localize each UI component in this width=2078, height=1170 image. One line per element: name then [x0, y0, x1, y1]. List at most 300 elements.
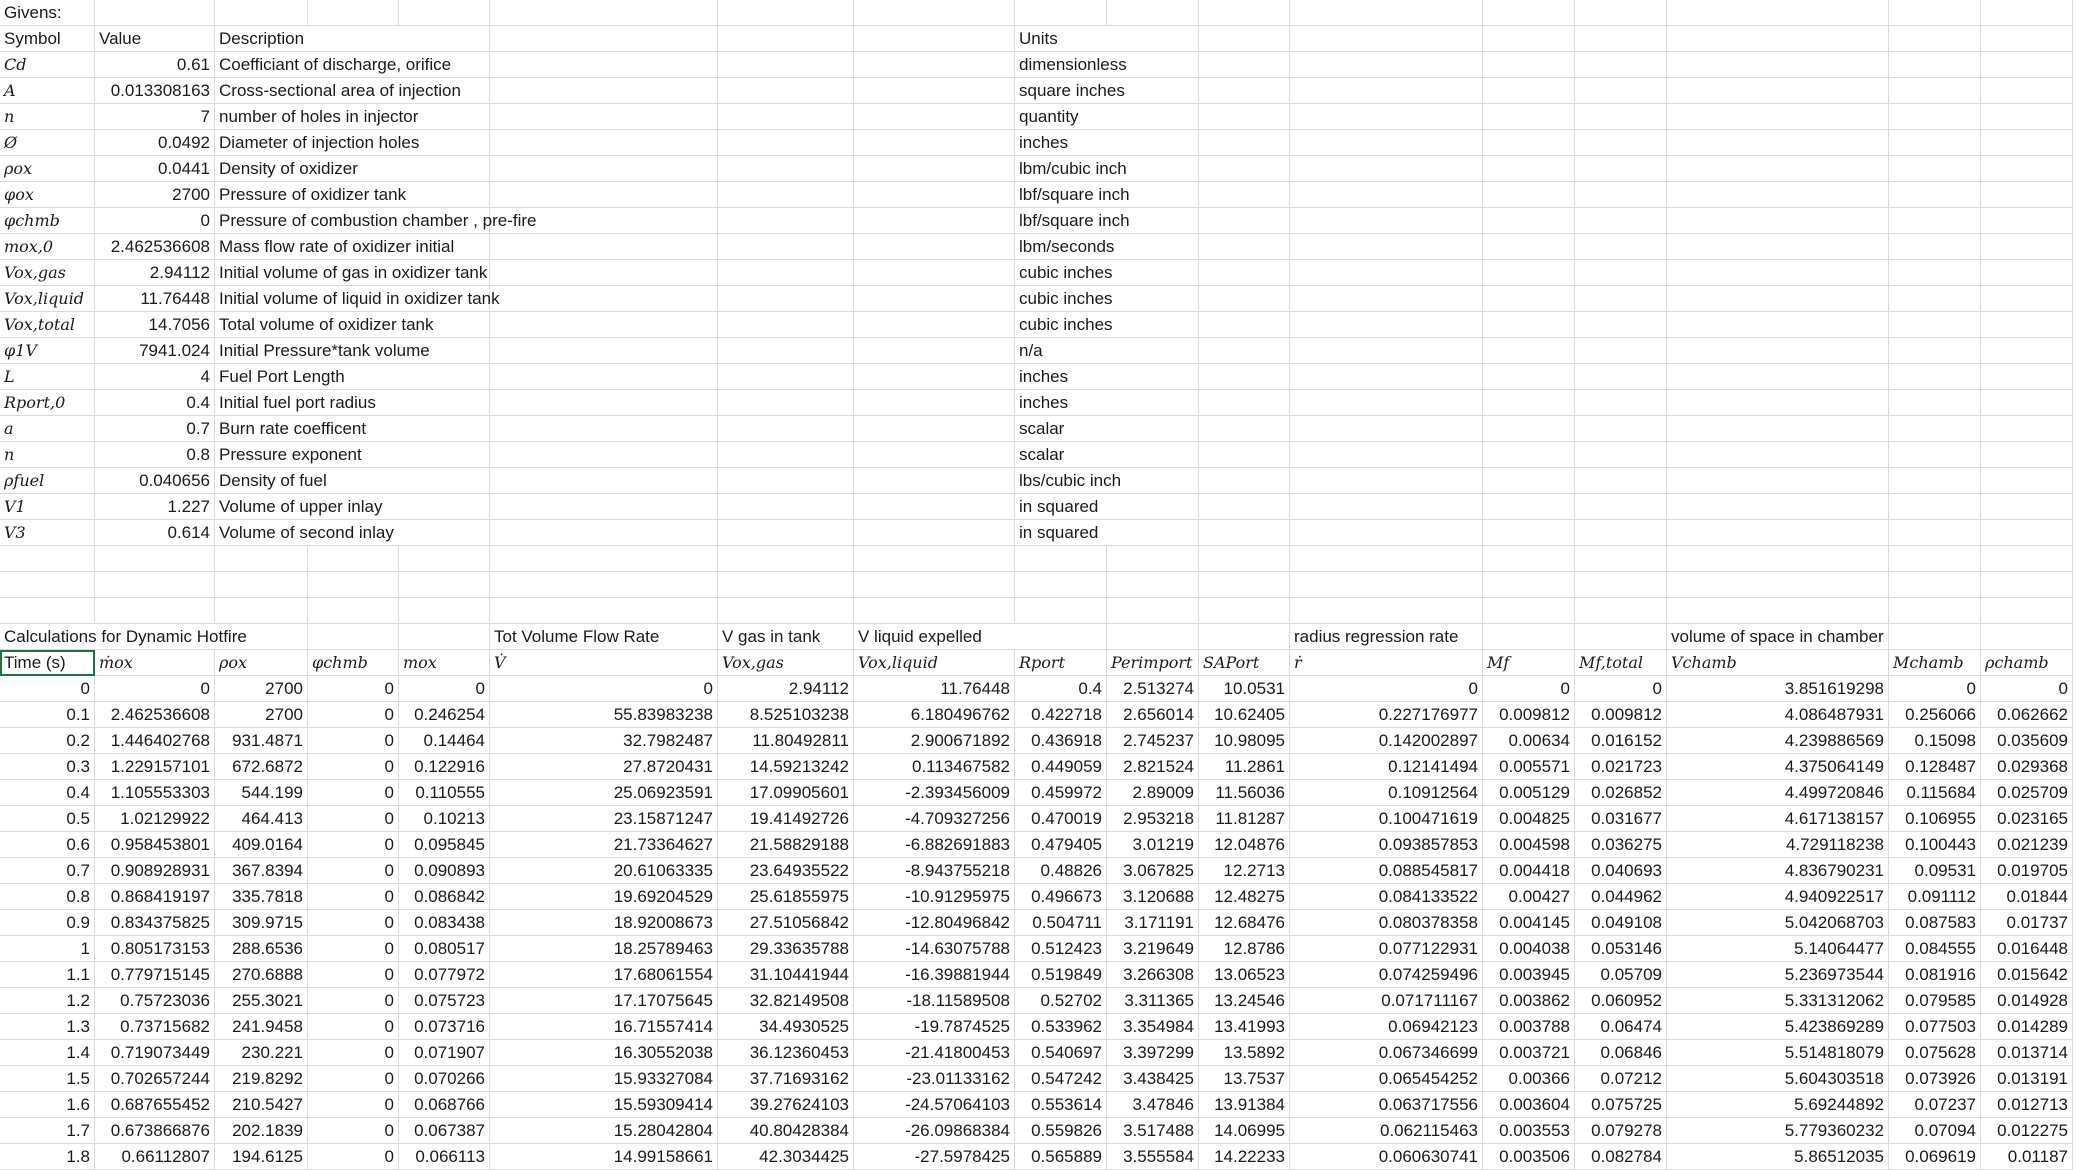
given-units[interactable]: scalar: [1015, 416, 1199, 442]
data-cell[interactable]: 34.4930525: [718, 1014, 854, 1040]
empty-cell[interactable]: [1199, 182, 1290, 208]
empty-cell[interactable]: [1483, 416, 1575, 442]
data-cell[interactable]: 3.171191: [1107, 910, 1199, 936]
empty-cell[interactable]: [1483, 78, 1575, 104]
empty-cell[interactable]: [1575, 494, 1667, 520]
data-cell[interactable]: 13.24546: [1199, 988, 1290, 1014]
given-description[interactable]: Initial fuel port radius: [215, 390, 490, 416]
data-cell[interactable]: 1.4: [0, 1040, 95, 1066]
data-cell[interactable]: 0.470019: [1015, 806, 1107, 832]
empty-cell[interactable]: [1290, 208, 1483, 234]
data-cell[interactable]: 0.060952: [1575, 988, 1667, 1014]
empty-cell[interactable]: [854, 182, 1015, 208]
data-cell[interactable]: 0.5: [0, 806, 95, 832]
data-cell[interactable]: 55.83983238: [490, 702, 718, 728]
given-description[interactable]: Density of fuel: [215, 468, 490, 494]
data-cell[interactable]: 0.00634: [1483, 728, 1575, 754]
given-symbol[interactable]: φ1V: [0, 338, 95, 364]
data-cell[interactable]: 0: [1889, 676, 1981, 702]
data-cell[interactable]: 0.012275: [1981, 1118, 2073, 1144]
data-cell[interactable]: 0.122916: [399, 754, 490, 780]
data-cell[interactable]: 0.021239: [1981, 832, 2073, 858]
data-cell[interactable]: 0.7: [0, 858, 95, 884]
empty-cell[interactable]: [95, 572, 215, 598]
data-cell[interactable]: 0.07212: [1575, 1066, 1667, 1092]
empty-cell[interactable]: [1107, 598, 1199, 624]
data-cell[interactable]: 1.02129922: [95, 806, 215, 832]
empty-cell[interactable]: [1290, 416, 1483, 442]
empty-cell[interactable]: [1290, 390, 1483, 416]
data-cell[interactable]: 12.8786: [1199, 936, 1290, 962]
empty-cell[interactable]: [490, 312, 718, 338]
empty-cell[interactable]: [1981, 26, 2073, 52]
empty-cell[interactable]: [1667, 312, 1889, 338]
data-cell[interactable]: 0.005571: [1483, 754, 1575, 780]
given-description[interactable]: Initial Pressure*tank volume: [215, 338, 490, 364]
empty-cell[interactable]: [1483, 208, 1575, 234]
empty-cell[interactable]: [95, 598, 215, 624]
data-cell[interactable]: 672.6872: [215, 754, 308, 780]
empty-cell[interactable]: [1199, 260, 1290, 286]
empty-cell[interactable]: [1483, 468, 1575, 494]
empty-cell[interactable]: [1889, 312, 1981, 338]
given-symbol[interactable]: Cd: [0, 52, 95, 78]
data-cell[interactable]: 0.073926: [1889, 1066, 1981, 1092]
data-cell[interactable]: 0.142002897: [1290, 728, 1483, 754]
data-cell[interactable]: 23.64935522: [718, 858, 854, 884]
data-cell[interactable]: 931.4871: [215, 728, 308, 754]
empty-cell[interactable]: [1889, 78, 1981, 104]
data-cell[interactable]: -23.01133162: [854, 1066, 1015, 1092]
data-cell[interactable]: 0.067387: [399, 1118, 490, 1144]
empty-cell[interactable]: [718, 416, 854, 442]
data-cell[interactable]: -27.5978425: [854, 1144, 1015, 1170]
empty-cell[interactable]: [1575, 390, 1667, 416]
data-cell[interactable]: 0: [308, 910, 399, 936]
data-cell[interactable]: 11.2861: [1199, 754, 1290, 780]
empty-cell[interactable]: [215, 0, 308, 26]
data-cell[interactable]: 0.075723: [399, 988, 490, 1014]
empty-cell[interactable]: [490, 520, 718, 546]
empty-cell[interactable]: [1290, 26, 1483, 52]
data-cell[interactable]: 0.086842: [399, 884, 490, 910]
empty-cell[interactable]: [1483, 26, 1575, 52]
empty-cell[interactable]: [1483, 234, 1575, 260]
empty-cell[interactable]: [1199, 312, 1290, 338]
data-cell[interactable]: 0.004038: [1483, 936, 1575, 962]
empty-cell[interactable]: [854, 156, 1015, 182]
empty-cell[interactable]: [1290, 338, 1483, 364]
data-cell[interactable]: 0: [399, 676, 490, 702]
empty-cell[interactable]: [490, 338, 718, 364]
column-header[interactable]: Mf,total: [1575, 650, 1667, 676]
empty-cell[interactable]: [1667, 416, 1889, 442]
data-cell[interactable]: 0.2: [0, 728, 95, 754]
empty-cell[interactable]: [1483, 546, 1575, 572]
empty-cell[interactable]: [215, 572, 308, 598]
empty-cell[interactable]: [1667, 338, 1889, 364]
data-cell[interactable]: 14.22233: [1199, 1144, 1290, 1170]
empty-cell[interactable]: [1667, 390, 1889, 416]
empty-cell[interactable]: [1199, 390, 1290, 416]
data-cell[interactable]: 3.120688: [1107, 884, 1199, 910]
empty-cell[interactable]: [718, 182, 854, 208]
empty-cell[interactable]: [1015, 0, 1107, 26]
data-cell[interactable]: 0.246254: [399, 702, 490, 728]
data-cell[interactable]: 3.266308: [1107, 962, 1199, 988]
data-cell[interactable]: 0.075725: [1575, 1092, 1667, 1118]
data-cell[interactable]: 2.900671892: [854, 728, 1015, 754]
data-cell[interactable]: 1.1: [0, 962, 95, 988]
data-cell[interactable]: 0.013714: [1981, 1040, 2073, 1066]
data-cell[interactable]: 0.016152: [1575, 728, 1667, 754]
data-cell[interactable]: 0.06846: [1575, 1040, 1667, 1066]
data-cell[interactable]: 2700: [215, 676, 308, 702]
calc-title[interactable]: Calculations for Dynamic Hotfire: [0, 624, 308, 650]
data-cell[interactable]: 0.540697: [1015, 1040, 1107, 1066]
data-cell[interactable]: 32.82149508: [718, 988, 854, 1014]
given-units[interactable]: square inches: [1015, 78, 1199, 104]
data-cell[interactable]: 0.958453801: [95, 832, 215, 858]
data-cell[interactable]: 409.0164: [215, 832, 308, 858]
data-cell[interactable]: 0: [308, 676, 399, 702]
data-cell[interactable]: 40.80428384: [718, 1118, 854, 1144]
data-cell[interactable]: 0: [308, 988, 399, 1014]
empty-cell[interactable]: [1889, 208, 1981, 234]
empty-cell[interactable]: [718, 0, 854, 26]
data-cell[interactable]: 4.086487931: [1667, 702, 1889, 728]
data-cell[interactable]: 0.3: [0, 754, 95, 780]
given-symbol[interactable]: A: [0, 78, 95, 104]
empty-cell[interactable]: [490, 286, 718, 312]
empty-cell[interactable]: [1290, 312, 1483, 338]
data-cell[interactable]: 5.86512035: [1667, 1144, 1889, 1170]
data-cell[interactable]: 23.15871247: [490, 806, 718, 832]
empty-cell[interactable]: [854, 390, 1015, 416]
data-cell[interactable]: 10.62405: [1199, 702, 1290, 728]
given-value[interactable]: 1.227: [95, 494, 215, 520]
data-cell[interactable]: 0.12141494: [1290, 754, 1483, 780]
empty-cell[interactable]: [0, 546, 95, 572]
data-cell[interactable]: 0.00366: [1483, 1066, 1575, 1092]
empty-cell[interactable]: [854, 234, 1015, 260]
data-cell[interactable]: 335.7818: [215, 884, 308, 910]
given-description[interactable]: number of holes in injector: [215, 104, 490, 130]
empty-cell[interactable]: [1483, 520, 1575, 546]
empty-cell[interactable]: [1575, 52, 1667, 78]
data-cell[interactable]: 0.553614: [1015, 1092, 1107, 1118]
data-cell[interactable]: -18.11589508: [854, 988, 1015, 1014]
empty-cell[interactable]: [1889, 0, 1981, 26]
data-cell[interactable]: 21.73364627: [490, 832, 718, 858]
given-units[interactable]: inches: [1015, 130, 1199, 156]
empty-cell[interactable]: [1575, 624, 1667, 650]
empty-cell[interactable]: [1483, 572, 1575, 598]
data-cell[interactable]: 0.067346699: [1290, 1040, 1483, 1066]
data-cell[interactable]: 3.47846: [1107, 1092, 1199, 1118]
data-cell[interactable]: -10.91295975: [854, 884, 1015, 910]
data-cell[interactable]: 19.69204529: [490, 884, 718, 910]
data-cell[interactable]: 0: [308, 702, 399, 728]
data-cell[interactable]: 0.779715145: [95, 962, 215, 988]
data-cell[interactable]: 0.040693: [1575, 858, 1667, 884]
data-cell[interactable]: 0.063717556: [1290, 1092, 1483, 1118]
data-cell[interactable]: 0.071907: [399, 1040, 490, 1066]
data-cell[interactable]: 16.30552038: [490, 1040, 718, 1066]
empty-cell[interactable]: [399, 572, 490, 598]
data-cell[interactable]: 0.06942123: [1290, 1014, 1483, 1040]
empty-cell[interactable]: [1290, 182, 1483, 208]
data-cell[interactable]: 2.94112: [718, 676, 854, 702]
data-cell[interactable]: 20.61063335: [490, 858, 718, 884]
empty-cell[interactable]: [1981, 624, 2073, 650]
empty-cell[interactable]: [1290, 52, 1483, 78]
data-cell[interactable]: 0: [308, 962, 399, 988]
data-cell[interactable]: 0: [308, 884, 399, 910]
data-cell[interactable]: 6.180496762: [854, 702, 1015, 728]
empty-cell[interactable]: [718, 208, 854, 234]
data-cell[interactable]: 194.6125: [215, 1144, 308, 1170]
data-cell[interactable]: 31.10441944: [718, 962, 854, 988]
empty-cell[interactable]: [1981, 234, 2073, 260]
data-cell[interactable]: 0.256066: [1889, 702, 1981, 728]
column-header[interactable]: ρchamb: [1981, 650, 2073, 676]
data-cell[interactable]: 0.422718: [1015, 702, 1107, 728]
data-cell[interactable]: 11.81287: [1199, 806, 1290, 832]
data-cell[interactable]: 3.219649: [1107, 936, 1199, 962]
data-cell[interactable]: 0.227176977: [1290, 702, 1483, 728]
empty-cell[interactable]: [1667, 468, 1889, 494]
data-cell[interactable]: 0: [308, 858, 399, 884]
data-cell[interactable]: -16.39881944: [854, 962, 1015, 988]
empty-cell[interactable]: [854, 26, 1015, 52]
empty-cell[interactable]: [718, 468, 854, 494]
data-cell[interactable]: 0: [1290, 676, 1483, 702]
empty-cell[interactable]: [718, 390, 854, 416]
data-cell[interactable]: 1.446402768: [95, 728, 215, 754]
data-cell[interactable]: 0.014928: [1981, 988, 2073, 1014]
given-description[interactable]: Total volume of oxidizer tank: [215, 312, 490, 338]
data-cell[interactable]: -2.393456009: [854, 780, 1015, 806]
empty-cell[interactable]: [1483, 130, 1575, 156]
empty-cell[interactable]: [1889, 364, 1981, 390]
empty-cell[interactable]: [1290, 364, 1483, 390]
given-symbol[interactable]: V3: [0, 520, 95, 546]
data-cell[interactable]: 0: [308, 936, 399, 962]
data-cell[interactable]: 0.00427: [1483, 884, 1575, 910]
data-cell[interactable]: 12.68476: [1199, 910, 1290, 936]
empty-cell[interactable]: [1889, 468, 1981, 494]
data-cell[interactable]: 0.512423: [1015, 936, 1107, 962]
data-cell[interactable]: 3.01219: [1107, 832, 1199, 858]
empty-cell[interactable]: [1981, 494, 2073, 520]
data-cell[interactable]: 0.868419197: [95, 884, 215, 910]
data-cell[interactable]: 5.604303518: [1667, 1066, 1889, 1092]
data-cell[interactable]: 241.9458: [215, 1014, 308, 1040]
given-units[interactable]: lbm/seconds: [1015, 234, 1199, 260]
empty-cell[interactable]: [1290, 78, 1483, 104]
data-cell[interactable]: 0.48826: [1015, 858, 1107, 884]
empty-cell[interactable]: [1483, 260, 1575, 286]
given-description[interactable]: Pressure exponent: [215, 442, 490, 468]
given-symbol[interactable]: Ø: [0, 130, 95, 156]
data-cell[interactable]: 230.221: [215, 1040, 308, 1066]
empty-cell[interactable]: [490, 390, 718, 416]
data-cell[interactable]: 13.7537: [1199, 1066, 1290, 1092]
data-cell[interactable]: 2.89009: [1107, 780, 1199, 806]
data-cell[interactable]: 0.060630741: [1290, 1144, 1483, 1170]
empty-cell[interactable]: [1667, 104, 1889, 130]
empty-cell[interactable]: [1199, 494, 1290, 520]
data-cell[interactable]: 0.082784: [1575, 1144, 1667, 1170]
data-cell[interactable]: 0.8: [0, 884, 95, 910]
empty-cell[interactable]: [1199, 208, 1290, 234]
data-cell[interactable]: 11.56036: [1199, 780, 1290, 806]
empty-cell[interactable]: [1667, 182, 1889, 208]
data-cell[interactable]: 0: [308, 1092, 399, 1118]
empty-cell[interactable]: [1981, 338, 2073, 364]
empty-cell[interactable]: [1483, 286, 1575, 312]
given-value[interactable]: 2.462536608: [95, 234, 215, 260]
given-value[interactable]: 0.013308163: [95, 78, 215, 104]
empty-cell[interactable]: [1667, 286, 1889, 312]
empty-cell[interactable]: [1667, 364, 1889, 390]
empty-cell[interactable]: [1575, 78, 1667, 104]
empty-cell[interactable]: [718, 234, 854, 260]
empty-cell[interactable]: [854, 130, 1015, 156]
empty-cell[interactable]: [1107, 546, 1199, 572]
data-cell[interactable]: 0: [308, 1118, 399, 1144]
givens-header-symbol[interactable]: Symbol: [0, 26, 95, 52]
data-cell[interactable]: 0: [95, 676, 215, 702]
data-cell[interactable]: 11.80492811: [718, 728, 854, 754]
data-cell[interactable]: 2.462536608: [95, 702, 215, 728]
given-units[interactable]: lbf/square inch: [1015, 208, 1199, 234]
data-cell[interactable]: 202.1839: [215, 1118, 308, 1144]
column-header[interactable]: φchmb: [308, 650, 399, 676]
data-cell[interactable]: 4.617138157: [1667, 806, 1889, 832]
data-cell[interactable]: 210.5427: [215, 1092, 308, 1118]
given-value[interactable]: 0.7: [95, 416, 215, 442]
empty-cell[interactable]: [854, 364, 1015, 390]
data-cell[interactable]: 0.070266: [399, 1066, 490, 1092]
data-cell[interactable]: 0.003604: [1483, 1092, 1575, 1118]
data-cell[interactable]: 0.079278: [1575, 1118, 1667, 1144]
empty-cell[interactable]: [1889, 624, 1981, 650]
data-cell[interactable]: -21.41800453: [854, 1040, 1015, 1066]
empty-cell[interactable]: [854, 286, 1015, 312]
given-description[interactable]: Pressure of combustion chamber , pre-fire: [215, 208, 490, 234]
data-cell[interactable]: 288.6536: [215, 936, 308, 962]
empty-cell[interactable]: [1889, 520, 1981, 546]
given-value[interactable]: 14.7056: [95, 312, 215, 338]
given-description[interactable]: Volume of second inlay: [215, 520, 490, 546]
empty-cell[interactable]: [1575, 182, 1667, 208]
data-cell[interactable]: 0: [308, 754, 399, 780]
empty-cell[interactable]: [399, 546, 490, 572]
data-cell[interactable]: 42.3034425: [718, 1144, 854, 1170]
empty-cell[interactable]: [1199, 234, 1290, 260]
empty-cell[interactable]: [854, 78, 1015, 104]
group-label[interactable]: V liquid expelled: [854, 624, 1107, 650]
data-cell[interactable]: 0.687655452: [95, 1092, 215, 1118]
empty-cell[interactable]: [399, 598, 490, 624]
given-symbol[interactable]: n: [0, 104, 95, 130]
data-cell[interactable]: 0.071711167: [1290, 988, 1483, 1014]
empty-cell[interactable]: [854, 416, 1015, 442]
empty-cell[interactable]: [1483, 104, 1575, 130]
given-value[interactable]: 11.76448: [95, 286, 215, 312]
data-cell[interactable]: 0.083438: [399, 910, 490, 936]
empty-cell[interactable]: [490, 182, 718, 208]
empty-cell[interactable]: [1015, 598, 1107, 624]
given-description[interactable]: Diameter of injection holes: [215, 130, 490, 156]
data-cell[interactable]: 0.504711: [1015, 910, 1107, 936]
empty-cell[interactable]: [1667, 26, 1889, 52]
empty-cell[interactable]: [1575, 442, 1667, 468]
empty-cell[interactable]: [490, 130, 718, 156]
empty-cell[interactable]: [1889, 52, 1981, 78]
column-header[interactable]: ṁox: [95, 650, 215, 676]
data-cell[interactable]: 0.01187: [1981, 1144, 2073, 1170]
data-cell[interactable]: 0.66112807: [95, 1144, 215, 1170]
empty-cell[interactable]: [718, 364, 854, 390]
empty-cell[interactable]: [1290, 546, 1483, 572]
empty-cell[interactable]: [718, 104, 854, 130]
data-cell[interactable]: 0.091112: [1889, 884, 1981, 910]
empty-cell[interactable]: [1199, 338, 1290, 364]
data-cell[interactable]: 0.519849: [1015, 962, 1107, 988]
data-cell[interactable]: 13.06523: [1199, 962, 1290, 988]
empty-cell[interactable]: [490, 598, 718, 624]
group-label[interactable]: volume of space in chamber: [1667, 624, 1889, 650]
data-cell[interactable]: 0.053146: [1575, 936, 1667, 962]
data-cell[interactable]: 0.673866876: [95, 1118, 215, 1144]
data-cell[interactable]: 1.3: [0, 1014, 95, 1040]
data-cell[interactable]: 2.953218: [1107, 806, 1199, 832]
data-cell[interactable]: 3.517488: [1107, 1118, 1199, 1144]
data-cell[interactable]: 0.01844: [1981, 884, 2073, 910]
data-cell[interactable]: 2.513274: [1107, 676, 1199, 702]
empty-cell[interactable]: [1575, 234, 1667, 260]
empty-cell[interactable]: [1483, 494, 1575, 520]
data-cell[interactable]: 0.035609: [1981, 728, 2073, 754]
empty-cell[interactable]: [308, 598, 399, 624]
empty-cell[interactable]: [1483, 0, 1575, 26]
empty-cell[interactable]: [308, 572, 399, 598]
empty-cell[interactable]: [1981, 416, 2073, 442]
given-units[interactable]: lbs/cubic inch: [1015, 468, 1199, 494]
group-label[interactable]: Tot Volume Flow Rate: [490, 624, 718, 650]
givens-header-value[interactable]: Value: [95, 26, 215, 52]
data-cell[interactable]: 0.436918: [1015, 728, 1107, 754]
data-cell[interactable]: 0.026852: [1575, 780, 1667, 806]
data-cell[interactable]: 10.98095: [1199, 728, 1290, 754]
empty-cell[interactable]: [1981, 130, 2073, 156]
empty-cell[interactable]: [718, 598, 854, 624]
data-cell[interactable]: 0.012713: [1981, 1092, 2073, 1118]
data-cell[interactable]: 0.003553: [1483, 1118, 1575, 1144]
given-symbol[interactable]: a: [0, 416, 95, 442]
data-cell[interactable]: 0.036275: [1575, 832, 1667, 858]
data-cell[interactable]: 0.719073449: [95, 1040, 215, 1066]
empty-cell[interactable]: [1889, 182, 1981, 208]
empty-cell[interactable]: [490, 364, 718, 390]
data-cell[interactable]: 5.423869289: [1667, 1014, 1889, 1040]
data-cell[interactable]: 25.06923591: [490, 780, 718, 806]
empty-cell[interactable]: [854, 0, 1015, 26]
data-cell[interactable]: 270.6888: [215, 962, 308, 988]
